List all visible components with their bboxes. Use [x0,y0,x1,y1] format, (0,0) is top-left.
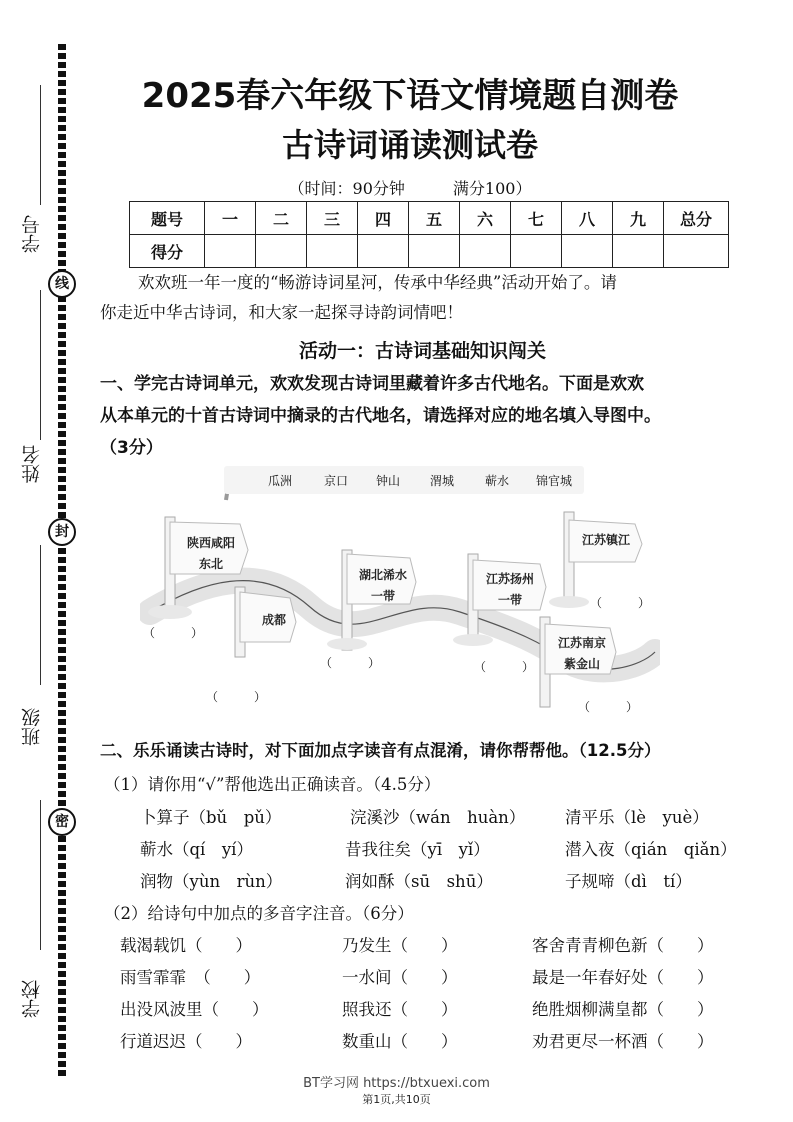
score-header-cell: 题号 [130,202,205,235]
pinyin-item[interactable]: 清平乐（lè yuè） [565,808,709,827]
score-header-cell: 六 [460,202,511,235]
place-option: 渭城 [430,474,455,488]
sign-xianyang-line-2: 东北 [198,557,223,571]
place-option: 钟山 [376,474,401,488]
margin-circle-line: 线 [48,270,76,298]
sign-nanjing-line-1: 江苏南京 [557,636,606,650]
pinyin-item[interactable]: 润如酥（sū shū） [345,872,493,891]
score-header-cell: 八 [562,202,613,235]
score-header-cell: 二 [256,202,307,235]
score-table [129,201,729,268]
score-header-cell: 七 [511,202,562,235]
score-cell[interactable] [256,235,307,268]
score-cell[interactable] [460,235,511,268]
sign-xianyang-line-1: 陕西咸阳 [186,536,235,550]
polyphone-item[interactable]: 出没风波里（ ） [120,1000,269,1019]
polyphone-item[interactable]: 乃发生（ ） [342,936,458,955]
score-table-header-row [130,202,729,235]
pinyin-item[interactable]: 昔我往矣（yī yǐ） [345,840,490,859]
answer-blank-yangzhou[interactable]: （ ） [474,660,535,674]
answer-blank-chengdu[interactable]: （ ） [206,690,267,704]
answer-blank-hubei[interactable]: （ ） [320,656,381,670]
polyphone-item[interactable]: 劝君更尽一杯酒（ ） [532,1032,714,1051]
pinyin-item[interactable]: 潜入夜（qián qiǎn） [565,840,737,859]
question-2-sub-2: （2）给诗句中加点的多音字注音。（6分） [104,904,414,923]
sign-yangzhou [476,569,544,611]
binding-line [58,44,66,1078]
sign-zhenjiang [572,530,640,551]
score-header-cell: 总分 [664,202,729,235]
sign-yangzhou-line-1: 江苏扬州 [485,572,534,586]
answer-blank-zhenjiang[interactable]: （ ） [590,596,651,610]
margin-line-1 [40,85,41,205]
page-title: 2025春六年级下语文情境题自测卷 [141,76,679,116]
score-cell[interactable] [307,235,358,268]
score-cell[interactable] [205,235,256,268]
time-info: （时间：90分钟 满分100） [288,179,532,198]
question-2-sub-1: （1）请你用“√”帮他选出正确读音。（4.5分） [104,775,441,794]
sign-yangzhou-line-2: 一带 [497,593,522,607]
footer-site: BT学习网 https://btxuexi.com [303,1076,490,1091]
question-1-line-3: （3分） [100,438,163,458]
sign-nanjing-line-2: 紫金山 [563,657,600,671]
answer-blank-nanjing[interactable]: （ ） [578,700,639,714]
score-cell[interactable] [511,235,562,268]
margin-label-name: 姓名 [21,445,43,483]
pinyin-item[interactable]: 浣溪沙（wán huàn） [350,808,526,827]
score-header-cell: 三 [307,202,358,235]
polyphone-item[interactable]: 最是一年春好处（ ） [532,968,714,987]
question-1-line-2: 从本单元的十首古诗词中摘录的古代地名，请选择对应的地名填入导图中。 [100,406,661,426]
score-header-cell: 九 [613,202,664,235]
score-row-label: 得分 [130,235,205,268]
score-cell[interactable] [562,235,613,268]
polyphone-item[interactable]: 载渴载饥（ ） [120,936,252,955]
margin-line-3 [40,545,41,685]
page-subtitle: 古诗词诵读测试卷 [281,126,538,164]
polyphone-item[interactable]: 照我还（ ） [342,1000,458,1019]
footer-page-number: 第1页,共10页 [362,1093,431,1106]
margin-circle-seal: 封 [48,518,76,546]
pinyin-item[interactable]: 子规啼（dì tí） [565,872,692,891]
sign-zhenjiang-line-1: 江苏镇江 [581,533,630,547]
margin-label-school: 学校 [21,980,43,1018]
margin-label-class: 班级 [21,708,43,746]
score-header-cell: 五 [409,202,460,235]
polyphone-item[interactable]: 雨雪霏霏 （ ） [120,968,261,987]
intro-line-2: 你走近中华古诗词，和大家一起探寻诗韵词情吧！ [100,303,463,322]
sign-hubei [350,565,416,607]
polyphone-item[interactable]: 一水间（ ） [342,968,458,987]
sign-chengdu-line-1: 成都 [261,613,286,627]
score-header-cell: 一 [205,202,256,235]
answer-blank-xianyang[interactable]: （ ） [143,626,204,640]
pinyin-item[interactable]: 润物（yùn rùn） [140,872,283,891]
question-1-line-1: 一、学完古诗词单元，欢欢发现古诗词里藏着许多古代地名。下面是欢欢 [100,374,644,394]
polyphone-item[interactable]: 绝胜烟柳满皇都（ ） [532,1000,714,1019]
margin-label-student-id: 学号 [21,215,43,253]
sign-hubei-line-1: 湖北浠水 [358,568,407,582]
polyphone-item[interactable]: 客舍青青柳色新（ ） [532,936,714,955]
sign-chengdu [244,610,304,631]
polyphone-item[interactable]: 行道迟迟（ ） [120,1032,252,1051]
sign-nanjing [548,633,616,675]
score-header-cell: 四 [358,202,409,235]
activity-heading: 活动一：古诗词基础知识闯关 [298,340,546,362]
sign-hubei-line-2: 一带 [370,589,395,603]
place-option: 蕲水 [485,474,510,488]
score-cell[interactable] [613,235,664,268]
pinyin-item[interactable]: 蕲水（qí yí） [140,840,253,859]
sign-xianyang [178,533,244,575]
place-option: 瓜洲 [268,474,293,488]
question-1 [100,368,755,464]
score-cell[interactable] [664,235,729,268]
pinyin-item[interactable]: 卜算子（bǔ pǔ） [140,808,282,827]
score-cell[interactable] [409,235,460,268]
place-option: 京口 [324,474,349,488]
intro-line-1: 欢欢班一年一度的“畅游诗词星河，传承中华经典”活动开始了。请 [138,273,617,292]
margin-line-2 [40,290,41,440]
score-table-score-row [130,235,729,268]
score-cell[interactable] [358,235,409,268]
question-2-title: 二、乐乐诵读古诗时，对下面加点字读音有点混淆，请你帮帮他。（12.5分） [100,741,661,760]
margin-line-4 [40,800,41,950]
polyphone-item[interactable]: 数重山（ ） [342,1032,458,1051]
margin-circle-secret: 密 [48,808,76,836]
place-option: 锦官城 [536,474,573,488]
intro-paragraph [100,268,745,328]
